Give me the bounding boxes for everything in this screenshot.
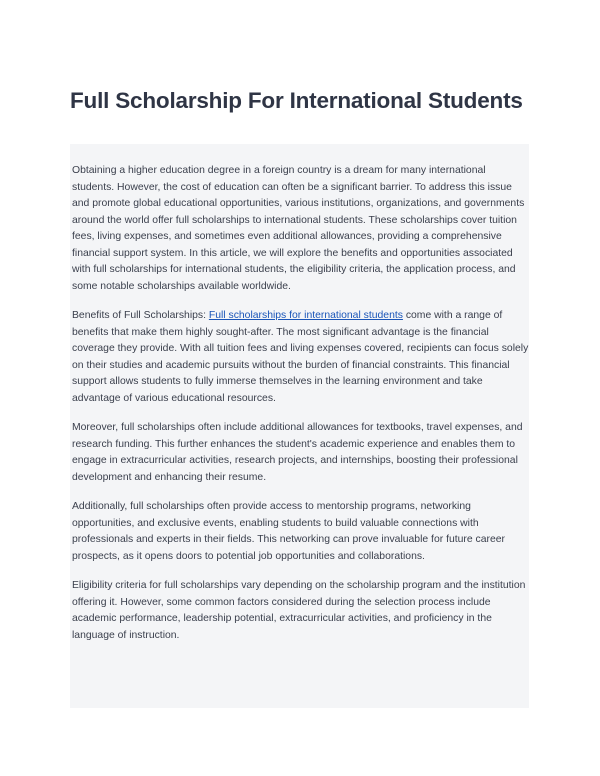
- intro-paragraph: Obtaining a higher education degree in a foreign country is a dream for many international students. However, the cost of education can often be a significant barrier. To address this issue and promote global educational opportunities, various institutions, organizations, and governments around the world offer full scholarships to international students. These scholarships cover tuition fees, living expenses, and sometimes even additional allowances, providing a comprehensive financial support system. In this article, we will explore the benefits and opportunities associated with full scholarships for international students, the eligibility criteria, the application process, and some notable scholarships available worldwide.: [72, 165, 525, 292]
- networking-paragraph: Additionally, full scholarships often provide access to mentorship programs, networking opportunities, and exclusive events, enabling students to build valuable connections with professionals and experts in their fields. This networking can prove invaluable for future career prospects, as it opens doors to potential job opportunities and collaborations.: [72, 501, 505, 562]
- eligibility-paragraph: Eligibility criteria for full scholarships vary depending on the scholarship program and the institution offering it. However, some common factors considered during the selection process include academic performance, leadership potential, extracurricular activities, and proficiency in the language of instruction.: [72, 580, 526, 641]
- scholarships-link[interactable]: Full scholarships for international students: [208, 310, 403, 321]
- allowances-paragraph: Moreover, full scholarships often include additional allowances for textbooks, travel expenses, and research funding. This further enhances the student's academic experience and enables them to engage in extracurricular activities, research projects, and internships, boosting their professional development and enhancing their resume.: [72, 422, 523, 483]
- benefits-paragraph: [72, 308, 530, 407]
- article-body: [70, 125, 529, 708]
- title-area: [70, 84, 529, 144]
- benefits-prefix: Benefits of Full Scholarships:: [72, 310, 209, 321]
- benefits-text: come with a range of benefits that make them highly sought-after. The most significant advantage is the financial coverage they provide. With all tuition fees and living expenses covered, recipients can focus solely on their studies and academic pursuits without the burden of financial constraints. This financial support allows students to fully immerse themselves in the learning environment and take advantage of various educational resources.: [72, 310, 529, 404]
- page-title: Full Scholarship For International Students: [70, 88, 523, 113]
